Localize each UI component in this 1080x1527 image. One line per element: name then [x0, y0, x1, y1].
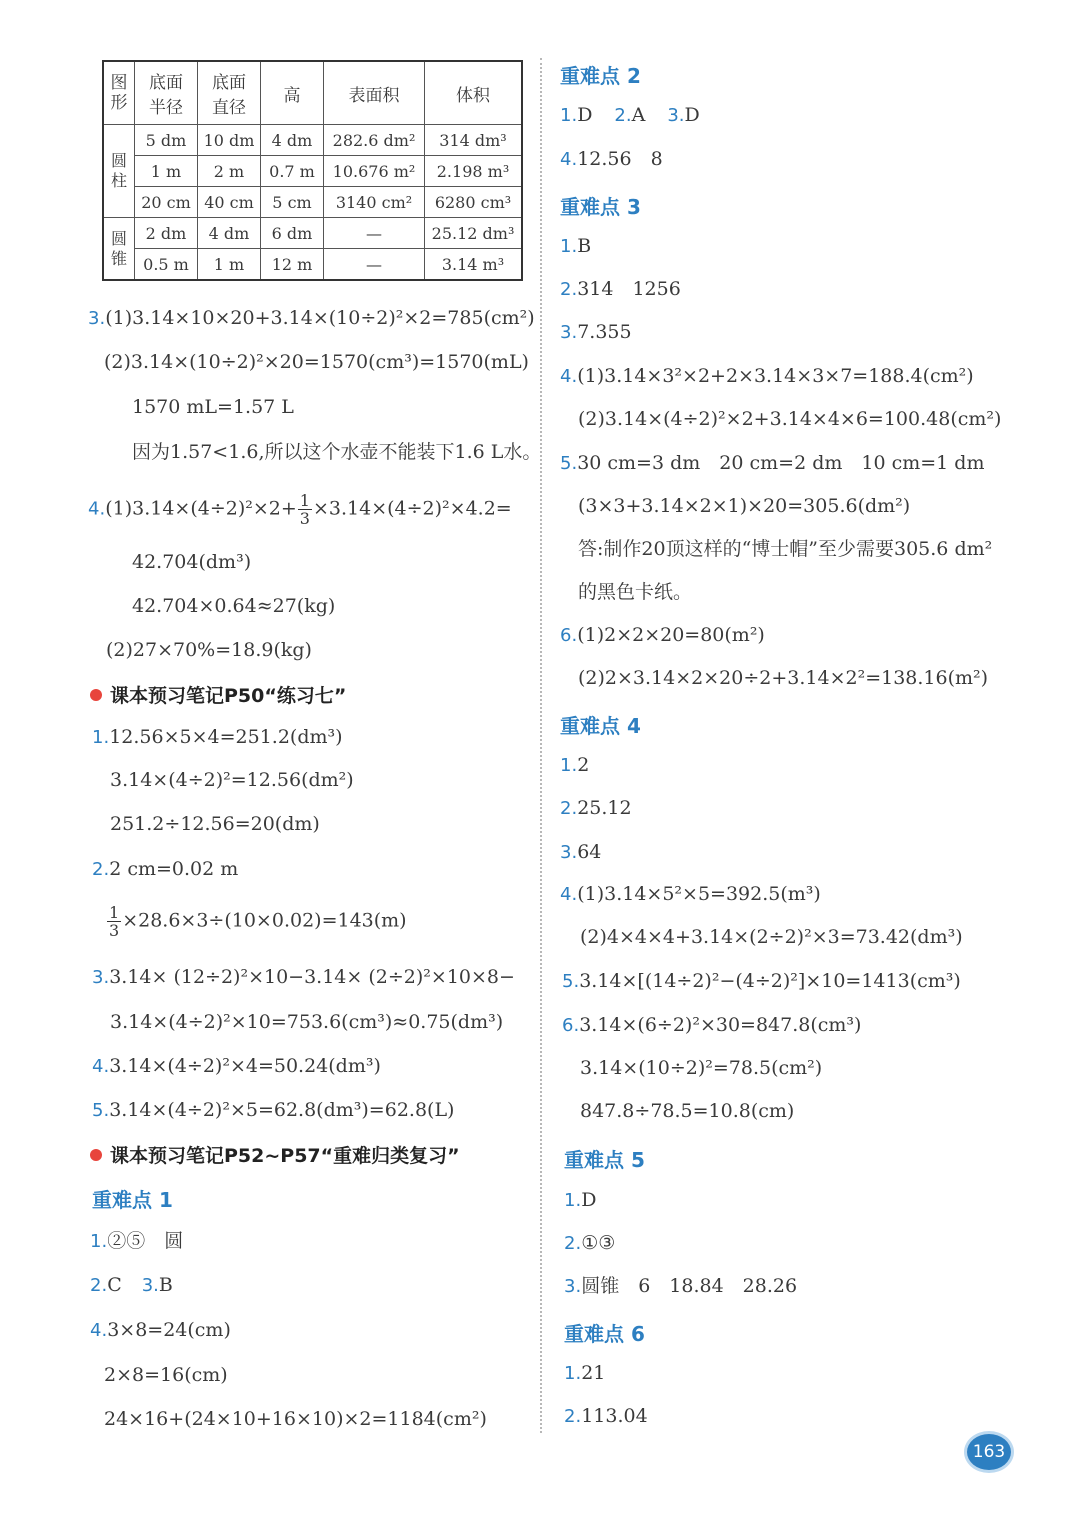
answer-line: (2)3.14×(10÷2)²×20=1570(cm³)=1570(mL)	[104, 351, 529, 373]
group-label-cylinder: 圆 柱	[103, 125, 135, 218]
table-cell: 5 dm	[135, 125, 198, 156]
table-cell: 0.7 m	[261, 156, 324, 187]
key-point-title: 重难点 1	[92, 1188, 173, 1212]
table-cell: 20 cm	[135, 187, 198, 218]
header-diameter: 底面 直径	[198, 61, 261, 125]
answer-line: 2.314 1256	[560, 278, 681, 300]
answer-line: $\frac{1}{3}$ ×28.6×3÷(10×0.02)=143(m)	[109, 903, 407, 940]
table-row	[103, 187, 522, 218]
answer-line: 答:制作20顶这样的“博士帽”至少需要305.6 dm²	[578, 538, 993, 560]
key-point-title: 重难点 2	[560, 64, 641, 88]
key-point-title: 重难点 3	[560, 195, 641, 219]
table-row	[103, 218, 522, 249]
table-cell: 4 dm	[261, 125, 324, 156]
answer-line: 4.3×8=24(cm)	[90, 1319, 231, 1341]
answer-line: 1.②⑤ 圆	[90, 1230, 184, 1252]
answer-line: 1.21	[564, 1362, 606, 1384]
answer-line: 2.①③	[564, 1232, 616, 1254]
answer-line: 5.30 cm=3 dm 20 cm=2 dm 10 cm=1 dm	[560, 452, 985, 474]
table-cell: 6 dm	[261, 218, 324, 249]
answer-line: 24×16+(24×10+16×10)×2=1184(cm²)	[104, 1408, 487, 1430]
answer-line: 因为1.57<1.6,所以这个水壶不能装下1.6 L水。	[132, 441, 542, 463]
table-row	[103, 249, 522, 281]
answer-line: (2)4×4×4+3.14×(2÷2)²×3=73.42(dm³)	[580, 926, 963, 948]
table-cell: 0.5 m	[135, 249, 198, 281]
answer-line: 1.12.56×5×4=251.2(dm³)	[92, 726, 343, 748]
column-divider	[540, 58, 542, 1433]
answer-line: 42.704×0.64≈27(kg)	[132, 595, 336, 617]
answer-line: 1.2	[560, 754, 590, 776]
table-cell: 1 m	[135, 156, 198, 187]
answer-line: 4.(1)3.14×5²×5=392.5(m³)	[560, 883, 821, 905]
fraction: $\frac{1}{3}$	[299, 491, 310, 528]
answer-line: 3.3.14× (12÷2)²×10−3.14× (2÷2)²×10×8−	[92, 966, 515, 988]
table-row	[103, 156, 522, 187]
answer-line: 1.D 2.A 3.D	[560, 104, 700, 126]
group-label-cone: 圆 锥	[103, 218, 135, 281]
table-cell: 2 m	[198, 156, 261, 187]
bullet-dot-icon	[90, 1149, 102, 1161]
answer-line: 4.(1)3.14×3²×2+2×3.14×3×7=188.4(cm²)	[560, 365, 974, 387]
answer-line: 3.14×(4÷2)²×10=753.6(cm³)≈0.75(dm³)	[110, 1011, 504, 1033]
section-heading: 课本预习笔记P52~P57“重难归类复习”	[90, 1141, 460, 1168]
section-heading: 课本预习笔记P50“练习七”	[90, 681, 346, 708]
answer-line: 5.3.14×(4÷2)²×5=62.8(dm³)=62.8(L)	[92, 1099, 455, 1121]
answer-line: 3.圆锥 6 18.84 28.26	[564, 1275, 798, 1297]
answer-line: 5.3.14×[(14÷2)²−(4÷2)²]×10=1413(cm³)	[562, 970, 961, 992]
answer-line: 2.113.04	[564, 1405, 648, 1427]
question-number: 3.	[88, 308, 106, 329]
answer-line: 847.8÷78.5=10.8(cm)	[580, 1100, 795, 1122]
table-cell: 10 dm	[198, 125, 261, 156]
table-cell: 5 cm	[261, 187, 324, 218]
answer-line: 2.C 3.B	[90, 1274, 173, 1296]
answer-line: (2)2×3.14×2×20÷2+3.14×2²=138.16(m²)	[578, 667, 989, 689]
answer-line: (3×3+3.14×2×1)×20=305.6(dm²)	[578, 495, 911, 517]
question-number: 4.	[88, 498, 106, 520]
answer-line: 2×8=16(cm)	[104, 1364, 228, 1386]
answer-line: 4.12.56 8	[560, 148, 663, 170]
answer-line: 6.3.14×(6÷2)²×30=847.8(cm³)	[562, 1014, 862, 1036]
table-cell: 10.676 m²	[324, 156, 425, 187]
answer-line: 3.14×(10÷2)²=78.5(cm²)	[580, 1057, 823, 1079]
answer-line: 的黑色卡纸。	[578, 581, 693, 603]
answer-line: 3.14×(4÷2)²=12.56(dm²)	[110, 769, 354, 791]
header-volume: 体积	[425, 61, 523, 125]
answer-line: 4.3.14×(4÷2)²×4=50.24(dm³)	[92, 1055, 381, 1077]
answer-line: 3.(1)3.14×10×20+3.14×(10÷2)²×2=785(cm²)	[88, 307, 535, 329]
table-cell: 2.198 m³	[425, 156, 523, 187]
header-shape: 图 形	[103, 61, 135, 125]
answer-line: 3.64	[560, 841, 602, 863]
table-cell: 12 m	[261, 249, 324, 281]
answer-line: (2)3.14×(4÷2)²×2+3.14×4×6=100.48(cm²)	[578, 408, 1002, 430]
header-surface-area: 表面积	[324, 61, 425, 125]
answer-line: 4.(1)3.14×(4÷2)²×2+ $\frac{1}{3}$ ×3.14×(4÷2)²×4.2=	[88, 491, 512, 528]
table-cell: 40 cm	[198, 187, 261, 218]
table-cell: 2 dm	[135, 218, 198, 249]
table-cell: 25.12 dm³	[425, 218, 523, 249]
answer-line: 2.25.12	[560, 797, 632, 819]
answer-line: 1.D	[564, 1189, 597, 1211]
table-cell: 3.14 m³	[425, 249, 523, 281]
table-cell: —	[324, 249, 425, 281]
table-row	[103, 125, 522, 156]
fraction: $\frac{1}{3}$	[109, 903, 120, 940]
answer-line: 1.B	[560, 235, 592, 257]
bullet-dot-icon	[90, 689, 102, 701]
header-radius: 底面 半径	[135, 61, 198, 125]
table-cell: 3140 cm²	[324, 187, 425, 218]
key-point-title: 重难点 5	[564, 1148, 645, 1172]
answer-table	[102, 60, 523, 281]
table-cell: —	[324, 218, 425, 249]
table-cell: 4 dm	[198, 218, 261, 249]
header-height: 高	[261, 61, 324, 125]
page-number-badge: 163	[967, 1434, 1011, 1470]
table-cell: 282.6 dm²	[324, 125, 425, 156]
key-point-title: 重难点 4	[560, 714, 641, 738]
key-point-title: 重难点 6	[564, 1322, 645, 1346]
table-cell: 6280 cm³	[425, 187, 523, 218]
answer-line: 251.2÷12.56=20(dm)	[110, 813, 320, 835]
answer-line: 6.(1)2×2×20=80(m²)	[560, 624, 765, 646]
answer-line: 3.7.355	[560, 321, 632, 343]
table-cell: 1 m	[198, 249, 261, 281]
table-cell: 314 dm³	[425, 125, 523, 156]
answer-line: (2)27×70%=18.9(kg)	[106, 639, 312, 661]
answer-line: 1570 mL=1.57 L	[132, 396, 294, 418]
answer-line: 2.2 cm=0.02 m	[92, 858, 239, 880]
table-header-row	[103, 61, 522, 125]
answer-line: 42.704(dm³)	[132, 551, 252, 573]
